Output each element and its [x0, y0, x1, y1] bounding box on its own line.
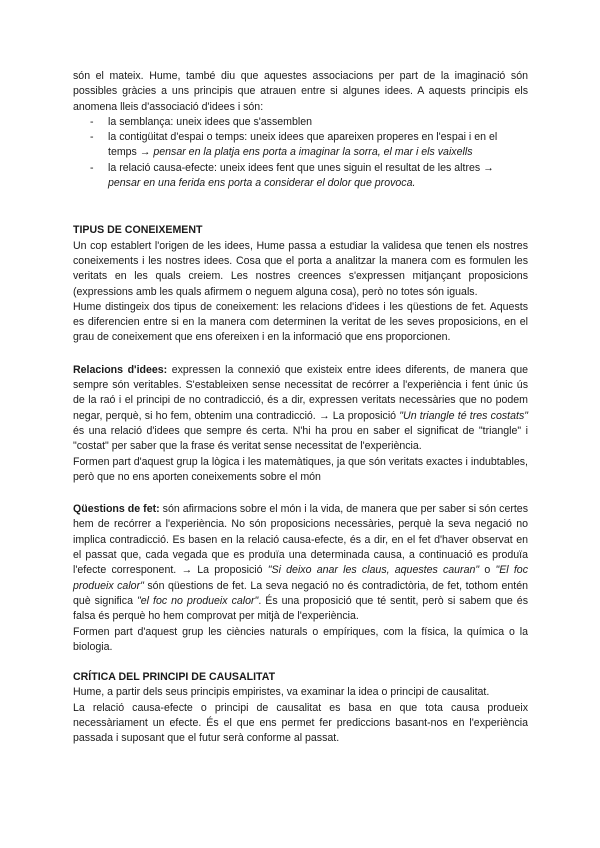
- relacions-paragraph: [73, 363, 528, 455]
- list-item: [90, 115, 528, 130]
- questions-paragraph-2: Formen part d'aquest grup les ciències naturals o empíriques, com la física, la química o la biologia.: [73, 625, 528, 653]
- relacions-text: és una relació d'idees que sempre és certa. N'hi ha prou en saber el significat de "triangle" i "costat" per saber que la frase és veritat sense necessitat de l'experiència.: [73, 424, 528, 453]
- law-text: la relació causa-efecte: uneix idees fent que unes siguin el resultat de les altres →: [108, 161, 494, 174]
- law-text: la contigüitat d'espai o temps: uneix idees que apareixen properes en l'espai i en el temps →: [108, 131, 498, 159]
- questions-example-quote: "el foc no produeix calor": [136, 594, 259, 607]
- questions-example-quote: "Si deixo anar les claus, aquestes cauran": [267, 564, 480, 577]
- questions-text: . És una proposició que té sentit, però si sabem que és falsa és perquè ho hem comprovat per mitjà de l'experiència.: [73, 594, 528, 623]
- law-text: la semblança: uneix idees que s'assemblen: [108, 115, 313, 128]
- section-heading-tipus: TIPUS DE CONEIXEMENT: [73, 224, 203, 237]
- law-example: pensar en la platja ens porta a imaginar la sorra, el mar i els vaixells: [153, 146, 473, 159]
- law-example: pensar en una ferida ens porta a considerar el dolor que provoca.: [108, 177, 416, 190]
- relacions-paragraph-2: Formen part d'aquest grup la lògica i les matemàtiques, ja que són veritats exactes i indubtables, però que no ens aporten coneixements sobre el món: [73, 455, 528, 483]
- questions-text: o: [479, 564, 496, 577]
- tipus-paragraph-1: Un cop establert l'origen de les idees, Hume passa a estudiar la validesa que tenen els nostres coneixements i les nostres idees. Cosa que el porta a analitzar la manera com es formulen les veritats en les quals creiem. Les nostres creences s'expressen mitjançant proposicions (expressions amb les quals afirmem o neguem alguna cosa), però no totes són iguals.: [73, 239, 528, 298]
- document-body: [73, 69, 528, 747]
- tipus-paragraph-2: Hume distingeix dos tipus de coneixement: les relacions d'idees i les qüestions de fet. Aquests es diferencien entre si en la manera com determinen la veritat de les seves proposicions, en el grau de coneixement que ens ofereixen i en la informació que ens proporcionen.: [73, 300, 528, 344]
- questions-text: són qüestions de fet. La seva negació no és contradictòria, de fet, tothom entén què significa: [73, 579, 528, 607]
- questions-example-quote: "El foc produeix calor": [73, 564, 528, 592]
- section-heading-critica: CRÍTICA DEL PRINCIPI DE CAUSALITAT: [73, 671, 276, 684]
- relacions-term: Relacions d'idees:: [73, 363, 168, 376]
- questions-paragraph: [73, 502, 528, 624]
- association-laws-list: [73, 115, 528, 191]
- critica-paragraph-1: Hume, a partir dels seus principis empiristes, va examinar la idea o principi de causalitat.: [73, 686, 490, 699]
- relacions-example-quote: "Un triangle té tres costats": [399, 409, 529, 422]
- relacions-text: expressen la connexió que existeix entre idees diferents, de manera que sempre són veritables. S'estableixen sense necessitat de recórrer a l'experiència i fent únic ús de la raó i el principi de no contradicció, és a dir, expressen veritats necessàries que no podem negar, perquè, si ho fem, obtenim una contradicció. → La proposició: [73, 363, 528, 422]
- list-item: [90, 161, 528, 192]
- critica-paragraph-2: La relació causa-efecte o principi de causalitat es basa en que tota causa produeix necessàriament un efecte. És el que ens permet fer prediccions basant-nos en l'experiència passada i suposant que el futur serà conforme al passat.: [73, 701, 528, 745]
- questions-text: són afirmacions sobre el món i la vida, de manera que per saber si són certes hem de recórrer a l'experiència. No són proposicions necessàries, perquè la seva negació no implica contradicció. Es basen en la relació causa-efecte, és a dir, en el fet d'haver observat en el passat que, cada vegada que es produïa una determinada causa, a continuació es produïa l'efecte corresponent. → La proposició: [73, 503, 528, 577]
- intro-paragraph: són el mateix. Hume, també diu que aquestes associacions per part de la imaginació són possibles gràcies a uns principis que atrauen entre si algunes idees. A aquests principis els anomena lleis d'associació d'idees i són:: [73, 70, 528, 113]
- list-item: [90, 130, 528, 161]
- questions-term: Qüestions de fet:: [73, 503, 160, 516]
